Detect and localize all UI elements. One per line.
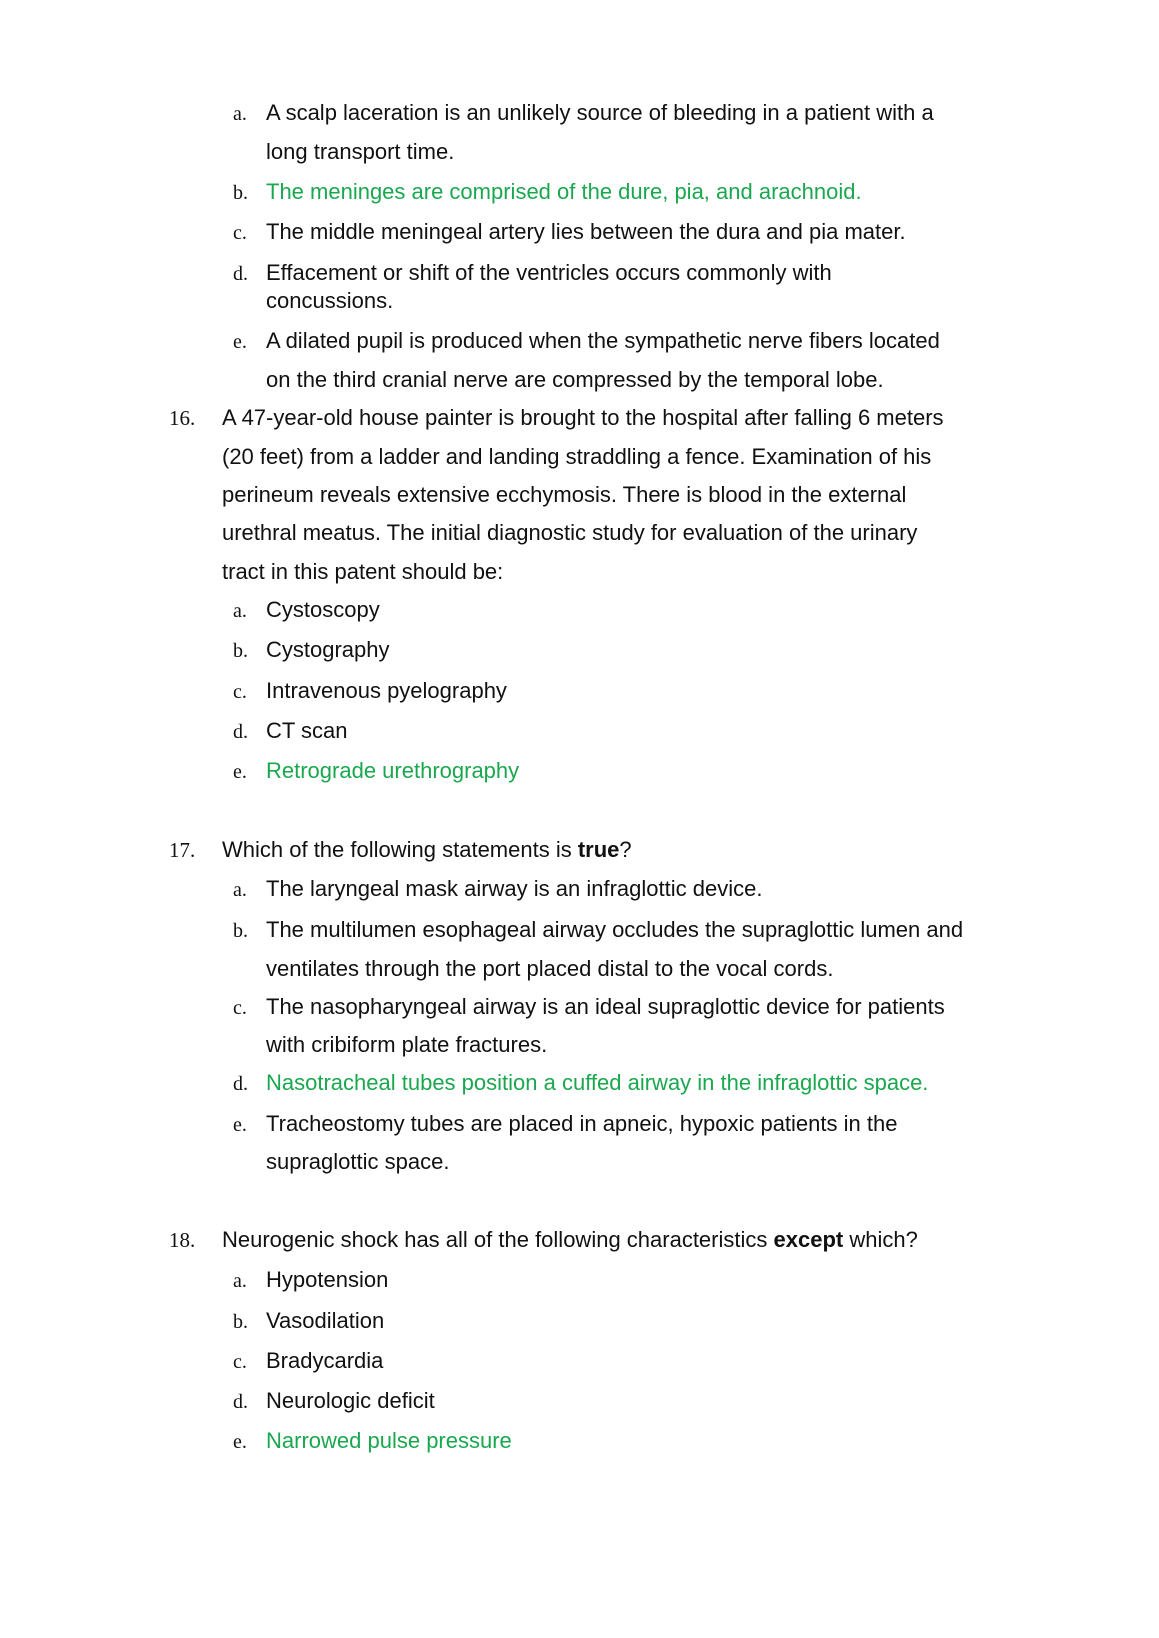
option-text: Vasodilation [266, 1308, 385, 1333]
question-stem-line: (20 feet) from a ladder and landing straddling a fence. Examination of his [222, 444, 932, 469]
option-letter: a. [233, 600, 247, 622]
option-text: Neurologic deficit [266, 1388, 435, 1413]
option-letter: d. [233, 1073, 248, 1095]
option-text: A dilated pupil is produced when the sympathetic nerve fibers located [266, 328, 940, 353]
question-number: 17. [169, 838, 196, 862]
option-text: The middle meningeal artery lies between the dura and pia mater. [266, 219, 906, 244]
stem-emphasis: true [577, 837, 620, 862]
option-letter: b. [233, 182, 248, 204]
option-letter: d. [233, 721, 248, 743]
option-letter: c. [233, 222, 247, 244]
option-text: A scalp laceration is an unlikely source of bleeding in a patient with a [266, 100, 934, 125]
option-text: The multilumen esophageal airway occludes the supraglottic lumen and [266, 917, 964, 942]
question-stem-line: urethral meatus. The initial diagnostic study for evaluation of the urinary [222, 520, 918, 545]
option-text: supraglottic space. [266, 1149, 450, 1174]
stem-text: Neurogenic shock has all of the following characteristics [222, 1227, 774, 1252]
option-text: CT scan [266, 718, 348, 743]
option-text: Tracheostomy tubes are placed in apneic, hypoxic patients in the [266, 1111, 898, 1136]
question-stem-line [222, 837, 632, 863]
option-letter: a. [233, 1270, 247, 1292]
option-letter: a. [233, 879, 247, 901]
option-text: The laryngeal mask airway is an infraglottic device. [266, 876, 763, 901]
option-letter: d. [233, 1391, 248, 1413]
stem-text: which? [843, 1227, 918, 1252]
question-stem-line: perineum reveals extensive ecchymosis. There is blood in the external [222, 482, 907, 507]
option-text: Cystoscopy [266, 597, 380, 622]
option-letter: b. [233, 640, 248, 662]
option-letter: e. [233, 1114, 247, 1136]
stem-emphasis: except [773, 1227, 844, 1252]
option-text: on the third cranial nerve are compressed by the temporal lobe. [266, 367, 884, 392]
option-text: The nasopharyngeal airway is an ideal supraglottic device for patients [266, 994, 945, 1019]
question-stem-line: A 47-year-old house painter is brought to the hospital after falling 6 meters [222, 405, 944, 430]
option-letter: b. [233, 1311, 248, 1333]
option-letter: c. [233, 1351, 247, 1373]
correct-option-text: Nasotracheal tubes position a cuffed airway in the infraglottic space. [266, 1070, 929, 1095]
option-text: Effacement or shift of the ventricles occurs commonly with [266, 260, 832, 285]
stem-text: Which of the following statements is [222, 837, 578, 862]
correct-option-text: The meninges are comprised of the dure, pia, and arachnoid. [266, 179, 862, 204]
option-text: Intravenous pyelography [266, 678, 507, 703]
option-letter: e. [233, 331, 247, 353]
option-text: Hypotension [266, 1267, 389, 1292]
question-stem-line [222, 1227, 918, 1253]
question-number: 18. [169, 1228, 196, 1252]
option-text: long transport time. [266, 139, 455, 164]
option-letter: d. [233, 263, 248, 285]
correct-option-text: Narrowed pulse pressure [266, 1428, 512, 1453]
question-number: 16. [169, 406, 196, 430]
option-letter: b. [233, 920, 248, 942]
option-letter: e. [233, 1431, 247, 1453]
option-text: ventilates through the port placed distal to the vocal cords. [266, 956, 834, 981]
question-stem-line: tract in this patent should be: [222, 559, 504, 584]
option-text: Bradycardia [266, 1348, 384, 1373]
option-text: Cystography [266, 637, 390, 662]
correct-option-text: Retrograde urethrography [266, 758, 520, 783]
option-letter: c. [233, 997, 247, 1019]
option-letter: e. [233, 761, 247, 783]
option-letter: a. [233, 103, 247, 125]
option-text: concussions. [266, 288, 394, 313]
stem-text: ? [619, 837, 632, 862]
option-text: with cribiform plate fractures. [266, 1032, 548, 1057]
option-letter: c. [233, 681, 247, 703]
